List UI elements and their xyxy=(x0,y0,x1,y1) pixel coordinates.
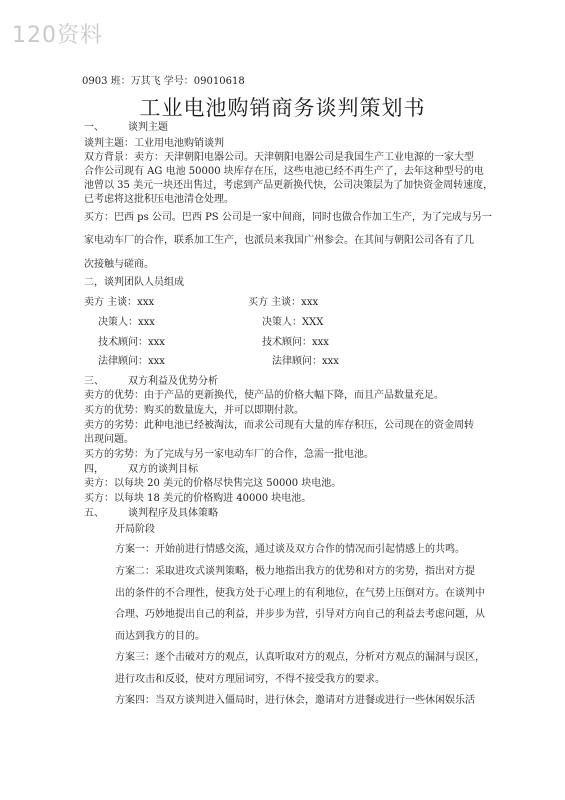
buyer-tech-advisor: 技术顾问：xxx xyxy=(262,337,329,348)
section-5-heading: 谈判程序及具体策略 xyxy=(128,508,218,519)
section-5-number: 五、 xyxy=(84,508,104,519)
plan-2-line-2: 出的条件的不合理性，使我方处于心理上的有利地位，在气势上压倒对方。在谈判中 xyxy=(115,588,485,599)
watermark: 120资料 xyxy=(12,23,103,48)
plan-3-line-1: 方案三：逐个击破对方的观点，认真听取对方的观点，分析对方观点的漏洞与误区， xyxy=(115,652,485,663)
seller-legal-advisor: 法律顾问：xxx xyxy=(98,356,165,367)
buyer-decision-maker: 决策人：XXX xyxy=(262,317,324,328)
buyer-line-2: 家电动车厂的合作，联系加工生产，也派员来我国广州参会。在其间与朝阳公司各有了几 xyxy=(84,235,474,246)
section-2-heading: 二，谈判团队人员组成 xyxy=(84,277,184,288)
section-1-heading: 谈判主题 xyxy=(128,122,168,133)
section-3-number: 三、 xyxy=(84,376,104,387)
section-4-number: 四， xyxy=(84,464,104,475)
plan-1-line-1: 方案一：开始前进行情感交流，通过谈及双方合作的情况而引起情感上的共鸣。 xyxy=(115,544,465,555)
section-3-heading: 双方利益及优势分析 xyxy=(128,376,218,387)
buyer-legal-advisor: 法律顾问：xxx xyxy=(272,356,339,367)
background-line-4: 已考虑将这批积压电池清仓处理。 xyxy=(84,194,234,205)
advantage-line-4: 出现问题。 xyxy=(84,434,134,445)
plan-4-line-1: 方案四：当双方谈判进入僵局时，进行休会，邀请对方进餐或进行一些休闲娱乐活 xyxy=(115,695,475,706)
plan-2-line-4: 而达到我方的目的。 xyxy=(115,631,205,642)
background-line-3: 池曾以 35 美元一块还出售过，考虑到产品更新换代快，公司决策层为了加快资金周转速度， xyxy=(84,180,494,191)
seller-decision-maker: 决策人：xxx xyxy=(98,317,155,328)
seller-main-negotiator: 卖方 主谈：xxx xyxy=(84,297,155,308)
stage-label: 开局阶段 xyxy=(115,524,155,535)
topic-line: 谈判主题：工业用电池购销谈判 xyxy=(84,138,224,149)
plan-2-line-3: 合理、巧妙地提出自己的利益，并步步为营，引导对方向自己的利益去考虑问题，从 xyxy=(115,609,485,620)
header-line: 0903 班：万其飞 学号：09010618 xyxy=(82,76,245,87)
buyer-main-negotiator: 买方 主谈：xxx xyxy=(248,297,319,308)
plan-3-line-2: 进行攻击和反驳，使对方理屈词穷，不得不接受我方的要求。 xyxy=(115,674,385,685)
page-title: 工业电池购销商务谈判策划书 xyxy=(139,96,426,120)
background-line-2: 合作公司现有 AG 电池 50000 块库存在压，这些电池已经不再生产了，去年这种型号的电 xyxy=(84,166,484,177)
advantage-line-3: 卖方的劣势：此种电池已经被淘汰，而求公司现有大量的库存积压，公司现在的资金周转 xyxy=(84,420,474,431)
advantage-line-1: 卖方的优势：由于产品的更新换代，使产品的价格大幅下降，而且产品数量充足。 xyxy=(84,390,444,401)
buyer-line-1: 买方：巴西 ps 公司。巴西 PS 公司是一家中间商，同时也做合作加工生产，为了完成与另一 xyxy=(84,212,492,223)
seller-tech-advisor: 技术顾问：xxx xyxy=(98,337,165,348)
section-1-number: 一、 xyxy=(84,122,104,133)
plan-2-line-1: 方案二：采取进攻式谈判策略，极力地指出我方的优势和对方的劣势，指出对方提 xyxy=(115,566,475,577)
goal-line-2: 买方：以每块 18 美元的价格购进 40000 块电池。 xyxy=(84,493,312,504)
goal-line-1: 卖方：以每块 20 美元的价格尽快售完这 50000 块电池。 xyxy=(84,478,342,489)
background-line-1: 双方背景：卖方：天津朝阳电器公司。天津朝阳电器公司是我国生产工业电源的一家大型 xyxy=(84,152,474,163)
advantage-line-2: 买方的优势：购买的数量庞大，并可以即期付款。 xyxy=(84,405,304,416)
advantage-line-5: 买方的劣势：为了完成与另一家电动车厂的合作，急需一批电池。 xyxy=(84,449,374,460)
section-4-heading: 双方的谈判目标 xyxy=(128,464,198,475)
buyer-line-3: 次接触与磋商。 xyxy=(84,259,154,270)
